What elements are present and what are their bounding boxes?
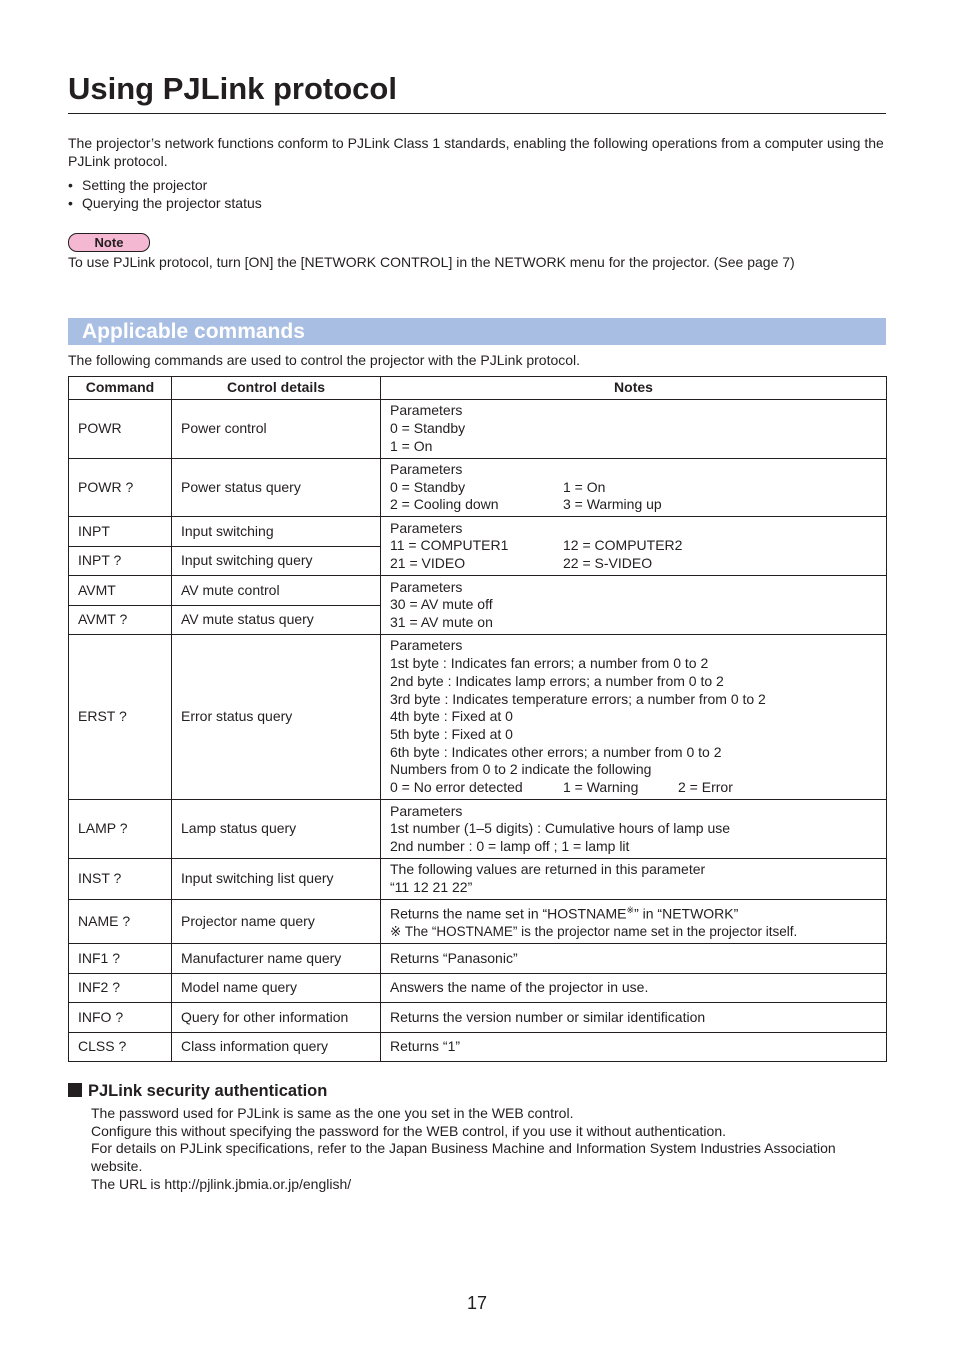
detail-cell: Model name query — [172, 974, 381, 1003]
notes-cell: Returns “Panasonic” — [381, 944, 887, 974]
table-row — [69, 944, 887, 974]
notes-line: 31 = AV mute on — [390, 613, 493, 630]
section-intro: The following commands are used to control the projector with the PJLink protocol. — [68, 352, 581, 368]
table-row — [69, 1033, 887, 1062]
table-row — [69, 900, 887, 944]
notes-line: 6th byte : Indicates other errors; a number from 0 to 2 — [390, 743, 722, 760]
security-line: For details on PJLink specifications, refer to the Japan Business Machine and Information System Industries Association website. — [91, 1140, 836, 1175]
notes-cell: Returns “1” — [381, 1033, 887, 1062]
notes-line: Parameters — [390, 519, 463, 536]
detail-cell: Input switching query — [172, 547, 381, 576]
command-cell: AVMT ? — [69, 606, 172, 635]
notes-line: 2nd byte : Indicates lamp errors; a number from 0 to 2 — [390, 672, 724, 689]
table-row — [69, 400, 887, 459]
note-badge: Note — [68, 233, 150, 252]
detail-cell: Class information query — [172, 1033, 381, 1062]
notes-line: 3rd byte : Indicates temperature errors; a number from 0 to 2 — [390, 690, 766, 707]
table-row — [69, 859, 887, 900]
table-header-row — [69, 377, 887, 400]
square-bullet-icon — [68, 1083, 82, 1097]
notes-value: 12 = COMPUTER2 — [563, 537, 683, 554]
command-cell: POWR ? — [69, 459, 172, 517]
notes-cell — [381, 800, 887, 859]
notes-line: 2nd number : 0 = lamp off ; 1 = lamp lit — [390, 837, 630, 854]
command-cell: LAMP ? — [69, 800, 172, 859]
header-control-details: Control details — [172, 377, 381, 400]
list-item: • Querying the projector status — [68, 195, 262, 213]
notes-cell — [381, 576, 887, 635]
notes-line: The following values are returned in this parameter — [390, 861, 706, 878]
notes-text: ” in “NETWORK” — [634, 905, 739, 922]
page-number: 17 — [466, 1293, 488, 1313]
section-heading: Applicable commands — [82, 320, 305, 343]
table-row — [69, 1003, 887, 1033]
notes-line: Parameters — [390, 637, 463, 654]
notes-line: 1st byte : Indicates fan errors; a number from 0 to 2 — [390, 655, 709, 672]
table-row — [69, 459, 887, 517]
notes-value: 0 = No error detected — [390, 779, 523, 796]
security-heading-text: PJLink security authentication — [88, 1082, 328, 1100]
detail-cell: Power control — [172, 400, 381, 459]
notes-line: 1 = On — [390, 437, 433, 454]
notes-line: 5th byte : Fixed at 0 — [390, 725, 513, 742]
notes-line: Parameters — [390, 802, 463, 819]
notes-cell — [381, 900, 887, 944]
page-title: Using PJLink protocol — [68, 70, 886, 114]
notes-line: ※ The “HOSTNAME” is the projector name set in the projector itself. — [390, 924, 798, 940]
command-cell: POWR — [69, 400, 172, 459]
notes-line: 0 = Standby — [390, 420, 466, 437]
notes-line: Numbers from 0 to 2 indicate the following — [390, 761, 652, 778]
notes-text: Returns the name set in “HOSTNAME — [390, 905, 627, 922]
notes-cell — [381, 400, 887, 459]
notes-value: 22 = S-VIDEO — [563, 554, 653, 571]
detail-cell: Power status query — [172, 459, 381, 517]
detail-cell: Input switching list query — [172, 859, 381, 900]
list-item: • Setting the projector — [68, 177, 262, 195]
notes-value: 1 = Warning — [563, 779, 639, 796]
command-cell: INF2 ? — [69, 974, 172, 1003]
notes-cell — [381, 859, 887, 900]
table-row — [69, 517, 887, 547]
detail-cell: Manufacturer name query — [172, 944, 381, 974]
table-row — [69, 974, 887, 1003]
notes-value: 3 = Warming up — [563, 496, 662, 513]
command-cell: INFO ? — [69, 1003, 172, 1033]
detail-cell: Input switching — [172, 517, 381, 547]
notes-line: 1st number (1–5 digits) : Cumulative hours of lamp use — [390, 820, 731, 837]
notes-line: Parameters — [390, 461, 463, 477]
security-line: The password used for PJLink is same as the one you set in the WEB control. — [91, 1105, 574, 1121]
security-heading — [68, 1081, 327, 1101]
notes-cell: Answers the name of the projector in use. — [381, 974, 887, 1003]
detail-cell: AV mute control — [172, 576, 381, 606]
command-cell: INF1 ? — [69, 944, 172, 974]
notes-line: 4th byte : Fixed at 0 — [390, 708, 513, 725]
table-row — [69, 800, 887, 859]
notes-cell — [381, 517, 887, 576]
security-line: The URL is http://pjlink.jbmia.or.jp/english/ — [91, 1175, 352, 1192]
command-cell: INST ? — [69, 859, 172, 900]
notes-value: 11 = COMPUTER1 — [390, 537, 509, 554]
notes-value: 2 = Cooling down — [390, 496, 499, 513]
notes-line: 30 = AV mute off — [390, 596, 493, 613]
detail-cell: Query for other information — [172, 1003, 381, 1033]
notes-value: 1 = On — [563, 478, 606, 495]
table-row — [69, 576, 887, 606]
note-text: To use PJLink protocol, turn [ON] the [NETWORK CONTROL] in the NETWORK menu for the projector. (See page 7) — [68, 254, 795, 270]
notes-value: 21 = VIDEO — [390, 554, 466, 571]
security-line: Configure this without specifying the password for the WEB control, if you use it without authentication. — [91, 1122, 726, 1139]
command-cell: CLSS ? — [69, 1033, 172, 1062]
notes-line: Parameters — [390, 578, 463, 595]
notes-line: “11 12 21 22” — [390, 879, 473, 896]
command-cell: INPT — [69, 517, 172, 547]
notes-cell — [381, 459, 887, 517]
command-cell: ERST ? — [69, 635, 172, 800]
intro-paragraph: The projector’s network functions conform to PJLink Class 1 standards, enabling the following operations from a computer using the PJLink protocol. — [68, 135, 884, 169]
notes-line — [390, 902, 886, 923]
notes-value: 0 = Standby — [390, 478, 466, 495]
feature-list — [68, 177, 262, 212]
detail-cell: AV mute status query — [172, 606, 381, 635]
command-cell: NAME ? — [69, 900, 172, 944]
command-cell: AVMT — [69, 576, 172, 606]
notes-line: Parameters — [390, 402, 463, 419]
detail-cell: Error status query — [172, 635, 381, 800]
security-body — [91, 1105, 881, 1194]
command-cell: INPT ? — [69, 547, 172, 576]
notes-cell: Returns the version number or similar identification — [381, 1003, 887, 1033]
section-heading-bar — [68, 318, 886, 345]
reference-mark: ※ — [626, 905, 635, 916]
detail-cell: Lamp status query — [172, 800, 381, 859]
notes-cell — [381, 635, 887, 800]
table-row — [69, 635, 887, 800]
notes-value: 2 = Error — [678, 779, 733, 796]
commands-table — [68, 376, 887, 1062]
detail-cell: Projector name query — [172, 900, 381, 944]
header-notes: Notes — [381, 377, 887, 400]
header-command: Command — [69, 377, 172, 400]
